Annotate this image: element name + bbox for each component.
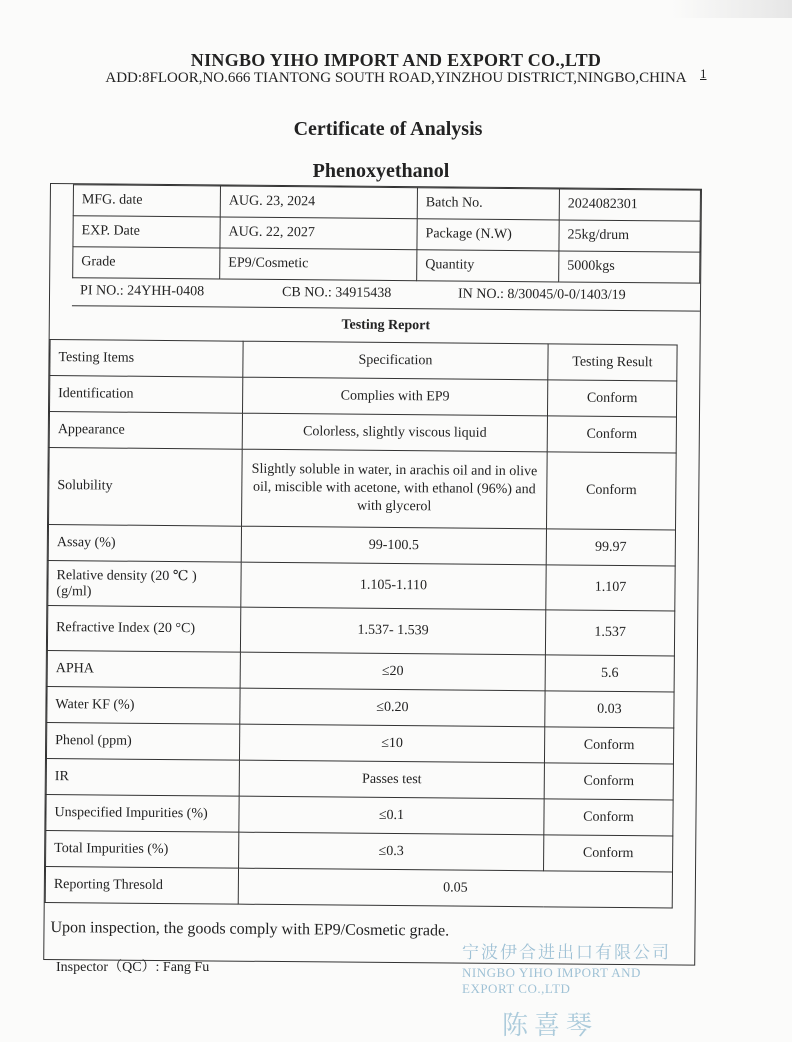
test-spec: Slightly soluble in water, in arachis oil and in olive oil, miscible with acetone, with ethanol (96%) and with glycerol [242, 449, 548, 529]
test-item: Relative density (20 ℃ ) (g/ml) [48, 560, 241, 607]
reporting-threshold-value: 0.05 [238, 868, 672, 908]
in-number: IN NO.: 8/30045/0-0/1403/19 [457, 286, 626, 304]
info-value: 25kg/drum [559, 220, 700, 252]
conclusion-statement: Upon inspection, the goods comply with EP9/Cosmetic grade. [50, 919, 450, 940]
table-header-row [50, 340, 677, 381]
table-row [46, 722, 673, 763]
info-label: Package (N.W) [417, 219, 559, 251]
info-value: AUG. 23, 2024 [220, 186, 417, 219]
seal-signature: 陈喜琴 [502, 1011, 599, 1040]
testing-report-title: Testing Report [72, 305, 700, 345]
test-item: APHA [47, 650, 240, 688]
test-item: IR [46, 758, 239, 796]
test-result: Conform [547, 452, 677, 530]
test-spec: ≤10 [239, 724, 544, 763]
test-spec: 1.537- 1.539 [240, 607, 545, 655]
test-result: Conform [544, 835, 673, 872]
table-row [46, 758, 673, 799]
test-spec: 1.105-1.110 [241, 562, 546, 610]
info-label: Batch No. [417, 188, 559, 220]
test-result: 5.6 [545, 655, 674, 692]
test-item: Appearance [49, 412, 242, 450]
table-row [48, 525, 675, 566]
test-spec: ≤20 [240, 652, 545, 691]
table-row [45, 866, 672, 907]
info-value: 5000kgs [559, 251, 700, 283]
company-address: ADD:8FLOOR,NO.666 TIANTONG SOUTH ROAD,YINZHOU DISTRICT,NINGBO,CHINA [105, 70, 687, 86]
test-result: 1.537 [545, 610, 674, 656]
table-row [47, 686, 674, 727]
test-spec: ≤0.3 [239, 832, 544, 871]
seal-chinese-name: 宁波伊合进出口有限公司 [462, 943, 671, 962]
testing-table [45, 339, 678, 908]
table-row [49, 448, 677, 530]
table-row [49, 412, 676, 453]
test-result: Conform [544, 799, 673, 836]
product-name: Phenoxyethanol [312, 160, 450, 182]
company-name: NINGBO YIHO IMPORT AND EXPORT CO.,LTD [190, 50, 602, 70]
info-value: EP9/Cosmetic [220, 248, 417, 281]
test-spec: Complies with EP9 [242, 377, 547, 416]
info-value: AUG. 22, 2027 [220, 217, 417, 250]
table-row [47, 650, 674, 691]
test-item: Phenol (ppm) [46, 722, 239, 760]
table-row [46, 794, 673, 835]
scan-edge [672, 0, 792, 18]
test-spec: ≤0.1 [239, 796, 544, 835]
test-spec: 99-100.5 [241, 526, 546, 565]
inspector-signature-line: Inspector（QC）: Fang Fu [56, 960, 210, 975]
info-value: 2024082301 [559, 189, 700, 221]
info-label: EXP. Date [73, 216, 220, 248]
test-result: Conform [547, 416, 676, 453]
info-label: Grade [73, 247, 220, 279]
table-row [46, 830, 673, 871]
page-number: 1 [700, 66, 707, 81]
table-row [48, 560, 675, 610]
test-item: Identification [50, 376, 243, 414]
test-result: Conform [547, 380, 676, 417]
test-result: 99.97 [546, 529, 675, 566]
cb-number: CB NO.: 34915438 [281, 285, 392, 301]
info-label: MFG. date [73, 185, 220, 217]
test-item: Unspecified Impurities (%) [46, 794, 239, 832]
column-header-item: Testing Items [50, 340, 243, 378]
test-result: 1.107 [546, 565, 675, 611]
column-header-spec: Specification [243, 341, 548, 380]
test-item: Assay (%) [48, 525, 241, 563]
seal-english-name: NINGBO YIHO IMPORT AND EXPORT CO.,LTD [462, 965, 641, 996]
test-item: Total Impurities (%) [46, 830, 239, 868]
column-header-result: Testing Result [548, 344, 677, 381]
table-row [47, 605, 674, 655]
test-spec: ≤0.20 [240, 688, 545, 727]
test-result: 0.03 [545, 691, 674, 728]
pi-number: PI NO.: 24YHH-0408 [79, 283, 205, 300]
batch-info-table [72, 184, 701, 283]
document-title: Certificate of Analysis [293, 118, 483, 140]
test-item: Solubility [49, 448, 243, 527]
test-result: Conform [544, 763, 673, 800]
test-spec: Colorless, slightly viscous liquid [242, 413, 547, 452]
reporting-threshold-label: Reporting Thresold [45, 866, 238, 904]
test-spec: Passes test [239, 760, 544, 799]
test-result: Conform [544, 727, 673, 764]
table-row [50, 376, 677, 417]
test-item: Water KF (%) [47, 686, 240, 724]
test-item: Refractive Index (20 °C) [47, 605, 240, 652]
certificate-box [43, 183, 702, 966]
company-seal [462, 938, 692, 1042]
info-label: Quantity [417, 250, 559, 282]
